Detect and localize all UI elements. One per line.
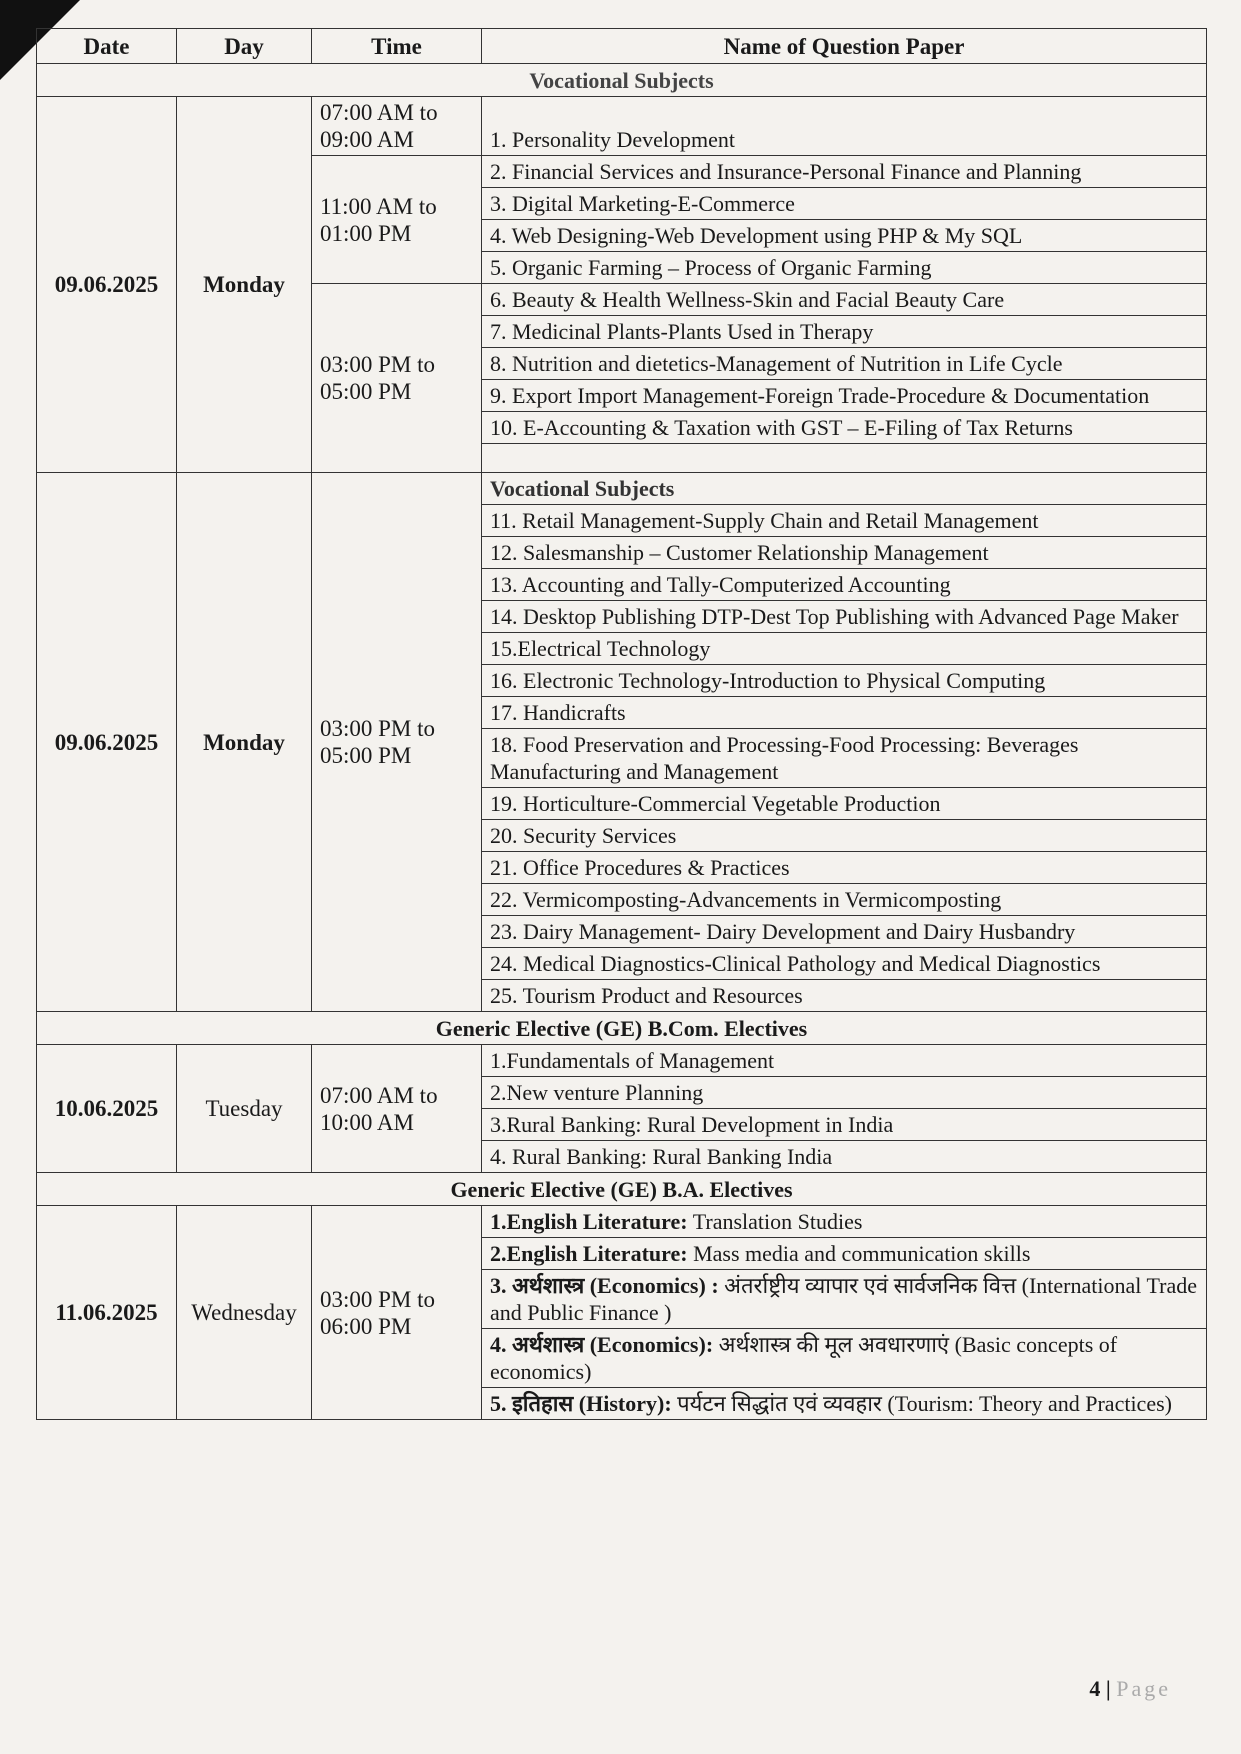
paper-subject: 1.English Literature: xyxy=(490,1209,688,1234)
paper-item: 25. Tourism Product and Resources xyxy=(482,980,1207,1012)
paper-item: 12. Salesmanship – Customer Relationship Management xyxy=(482,537,1207,569)
exam-date: 09.06.2025 xyxy=(37,97,177,473)
paper-item: 3. Digital Marketing-E-Commerce xyxy=(482,188,1207,220)
paper-title: अंतर्राष्ट्रीय व्यापार एवं सार्वजनिक वित्त (International Trade and Public Finance ) xyxy=(490,1273,1197,1325)
exam-day: Monday xyxy=(177,97,312,473)
paper-item: 15.Electrical Technology xyxy=(482,633,1207,665)
exam-day: Wednesday xyxy=(177,1206,312,1420)
exam-day: Monday xyxy=(177,473,312,1012)
section-ge-ba: Generic Elective (GE) B.A. Electives xyxy=(37,1173,1207,1206)
paper-item: 8. Nutrition and dietetics-Management of Nutrition in Life Cycle xyxy=(482,348,1207,380)
paper-item xyxy=(482,1206,1207,1238)
paper-item: 7. Medicinal Plants-Plants Used in Therapy xyxy=(482,316,1207,348)
paper-subject: 3. अर्थशास्त्र (Economics) : xyxy=(490,1273,719,1298)
page-number-value: 4 | xyxy=(1089,1676,1111,1701)
paper-item xyxy=(482,1270,1207,1329)
section-ge-bcom: Generic Elective (GE) B.Com. Electives xyxy=(37,1012,1207,1045)
paper-item: 2.New venture Planning xyxy=(482,1077,1207,1109)
paper-item: 5. Organic Farming – Process of Organic Farming xyxy=(482,252,1207,284)
paper-item: 19. Horticulture-Commercial Vegetable Production xyxy=(482,788,1207,820)
paper-title: Mass media and communication skills xyxy=(687,1241,1031,1266)
paper-item: 20. Security Services xyxy=(482,820,1207,852)
paper-item xyxy=(482,1238,1207,1270)
paper-subject: 4. अर्थशास्त्र (Economics): xyxy=(490,1332,714,1357)
paper-item: 17. Handicrafts xyxy=(482,697,1207,729)
paper-item: 14. Desktop Publishing DTP-Dest Top Publishing with Advanced Page Maker xyxy=(482,601,1207,633)
paper-item: 23. Dairy Management- Dairy Development and Dairy Husbandry xyxy=(482,916,1207,948)
paper-subject: 5. इतिहास (History): xyxy=(490,1391,672,1416)
table-row xyxy=(37,1045,1207,1077)
paper-item: 22. Vermicomposting-Advancements in Vermicomposting xyxy=(482,884,1207,916)
exam-date: 11.06.2025 xyxy=(37,1206,177,1420)
paper-title: Translation Studies xyxy=(687,1209,863,1234)
paper-item xyxy=(482,1388,1207,1420)
header-time: Time xyxy=(312,29,482,64)
paper-item: 4. Rural Banking: Rural Banking India xyxy=(482,1141,1207,1173)
exam-time: 07:00 AM to 10:00 AM xyxy=(312,1045,482,1173)
page-label: Page xyxy=(1116,1676,1171,1701)
exam-date: 09.06.2025 xyxy=(37,473,177,1012)
exam-schedule-table xyxy=(36,28,1207,1420)
paper-item: 10. E-Accounting & Taxation with GST – E-Filing of Tax Returns xyxy=(482,412,1207,444)
section-vocational: Vocational Subjects xyxy=(37,64,1207,97)
paper-item: 21. Office Procedures & Practices xyxy=(482,852,1207,884)
header-day: Day xyxy=(177,29,312,64)
paper-item xyxy=(482,1329,1207,1388)
paper-item: 1. Personality Development xyxy=(482,97,1207,156)
paper-item: 4. Web Designing-Web Development using PHP & My SQL xyxy=(482,220,1207,252)
exam-time: 03:00 PM to 05:00 PM xyxy=(312,284,482,473)
blank-cell xyxy=(482,444,1207,473)
page-number xyxy=(1089,1676,1171,1702)
exam-time: 03:00 PM to 05:00 PM xyxy=(312,473,482,1012)
vocational-subhead: Vocational Subjects xyxy=(482,473,1207,505)
table-row xyxy=(37,473,1207,505)
paper-item: 16. Electronic Technology-Introduction to Physical Computing xyxy=(482,665,1207,697)
paper-item: 2. Financial Services and Insurance-Personal Finance and Planning xyxy=(482,156,1207,188)
paper-title: पर्यटन सिद्धांत एवं व्यवहार (Tourism: Theory and Practices) xyxy=(671,1391,1172,1416)
exam-time: 03:00 PM to 06:00 PM xyxy=(312,1206,482,1420)
paper-item: 9. Export Import Management-Foreign Trade-Procedure & Documentation xyxy=(482,380,1207,412)
exam-date: 10.06.2025 xyxy=(37,1045,177,1173)
paper-item: 3.Rural Banking: Rural Development in India xyxy=(482,1109,1207,1141)
header-paper: Name of Question Paper xyxy=(482,29,1207,64)
table-row xyxy=(37,97,1207,156)
paper-item: 6. Beauty & Health Wellness-Skin and Facial Beauty Care xyxy=(482,284,1207,316)
paper-item: 11. Retail Management-Supply Chain and Retail Management xyxy=(482,505,1207,537)
header-date: Date xyxy=(37,29,177,64)
paper-item: 13. Accounting and Tally-Computerized Accounting xyxy=(482,569,1207,601)
exam-time: 11:00 AM to 01:00 PM xyxy=(312,156,482,284)
paper-item: 1.Fundamentals of Management xyxy=(482,1045,1207,1077)
paper-item: 18. Food Preservation and Processing-Food Processing: Beverages Manufacturing and Management xyxy=(482,729,1207,788)
paper-title: अर्थशास्त्र की मूल अवधारणाएं (Basic concepts of economics) xyxy=(490,1332,1118,1384)
table-row xyxy=(37,1206,1207,1238)
exam-time: 07:00 AM to 09:00 AM xyxy=(312,97,482,156)
paper-item: 24. Medical Diagnostics-Clinical Pathology and Medical Diagnostics xyxy=(482,948,1207,980)
header-row xyxy=(37,29,1207,64)
exam-day: Tuesday xyxy=(177,1045,312,1173)
paper-subject: 2.English Literature: xyxy=(490,1241,688,1266)
